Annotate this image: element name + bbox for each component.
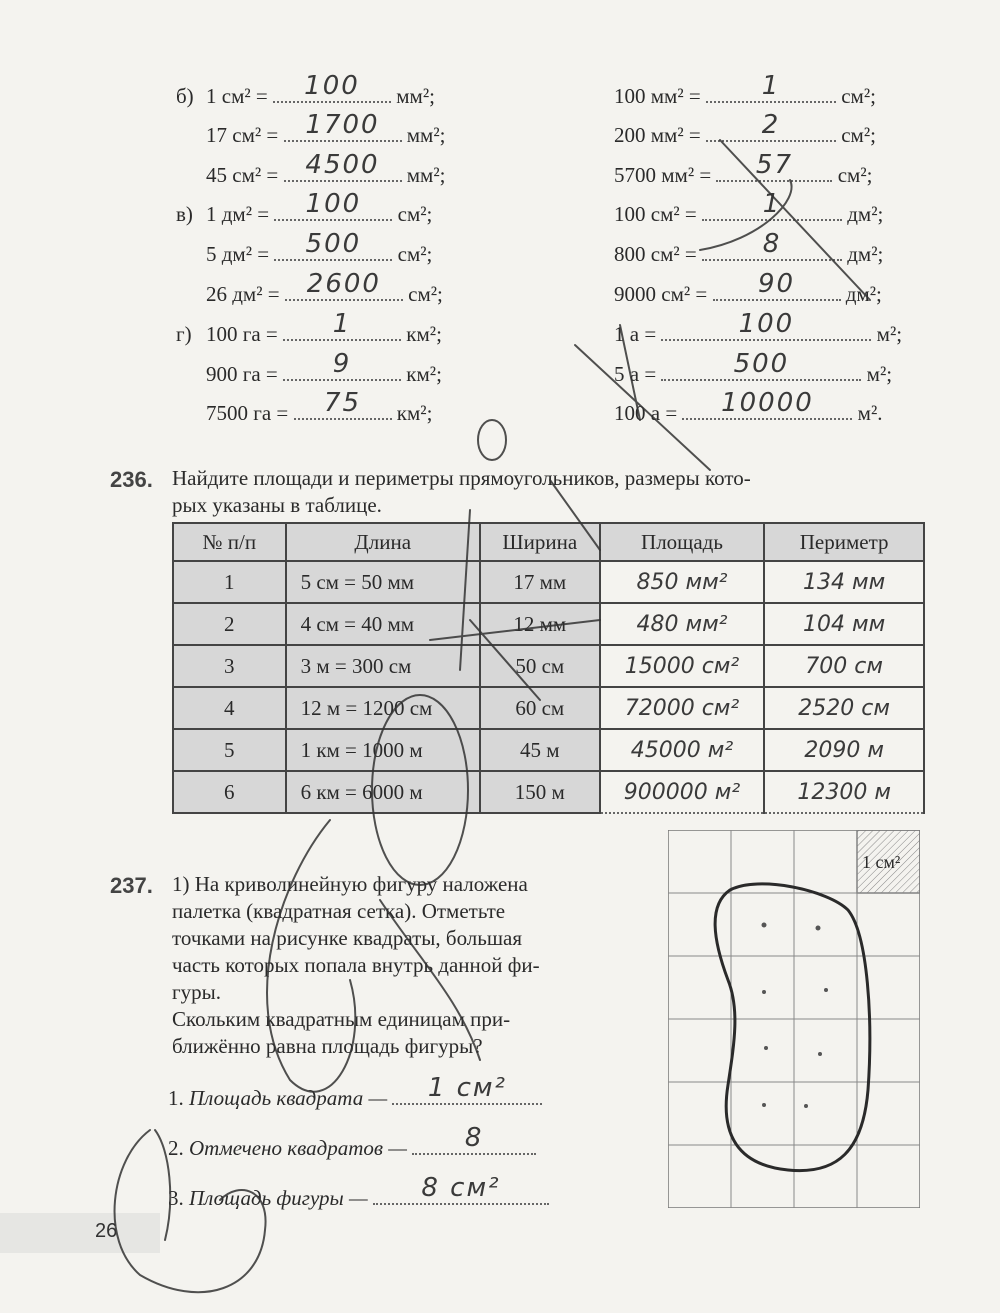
perimeter-answer[interactable]: 104 мм — [764, 603, 924, 645]
task-text: рых указаны в таблице. — [172, 493, 382, 517]
column-header: Площадь — [600, 523, 765, 561]
area-answer[interactable]: 45000 м² — [600, 729, 765, 771]
width-cell: 45 м — [480, 729, 600, 771]
page-number-bar — [0, 1213, 160, 1253]
length-cell: 4 см = 40 мм — [286, 603, 480, 645]
answer-field[interactable]: 1 см² — [392, 1085, 542, 1105]
answer-field[interactable]: 500 — [274, 241, 392, 261]
column-header: Периметр — [764, 523, 924, 561]
marked-point — [762, 1103, 766, 1107]
column-header: № п/п — [173, 523, 286, 561]
conversion-row: 200 мм² = 2 см²; — [614, 110, 876, 147]
task-text-block — [172, 871, 642, 1060]
answer-field[interactable]: 8 см² — [373, 1185, 549, 1205]
column-header: Длина — [286, 523, 480, 561]
column-header: Ширина — [480, 523, 600, 561]
palette-grid-svg — [668, 830, 920, 1208]
conversion-row: 100 см² = 1 дм²; — [614, 189, 884, 226]
length-cell: 1 км = 1000 м — [286, 729, 480, 771]
task-text-line: 1) На криволинейную фигуру наложена — [172, 872, 528, 896]
conversion-row: 100 а = 10000 м². — [614, 388, 883, 425]
task-number: 237. — [110, 873, 153, 898]
width-cell: 50 см — [480, 645, 600, 687]
task-text-line: палетка (квадратная сетка). Отметьте — [172, 899, 506, 923]
answer-item: 1. Площадь квадрата — 1 см² — [168, 1084, 542, 1112]
answer-field[interactable]: 90 — [713, 281, 841, 301]
area-answer[interactable]: 480 мм² — [600, 603, 765, 645]
row-number: 2 — [173, 603, 286, 645]
answer-field[interactable]: 1 — [283, 321, 401, 341]
width-cell: 12 мм — [480, 603, 600, 645]
task-text-line: гуры. — [172, 980, 221, 1004]
answer-item: 3. Площадь фигуры — 8 см² — [168, 1184, 549, 1212]
marked-point — [824, 988, 828, 992]
rectangles-table — [172, 522, 925, 814]
conversion-row: б) 1 см² = 100 мм²; — [176, 71, 435, 108]
conversion-row: 800 см² = 8 дм²; — [614, 229, 884, 266]
perimeter-answer[interactable]: 134 мм — [764, 561, 924, 603]
answer-field[interactable]: 1 — [702, 201, 842, 221]
answer-field[interactable]: 8 — [702, 241, 842, 261]
answer-field[interactable]: 9 — [283, 361, 401, 381]
conversion-row: 45 см² = 4500 мм²; — [206, 150, 446, 187]
conversion-row: 5 дм² = 500 см²; — [206, 229, 433, 266]
perimeter-answer[interactable]: 700 см — [764, 645, 924, 687]
page-number: 26 — [95, 1220, 118, 1242]
task-text-line: точками на рисунке квадраты, большая — [172, 926, 523, 950]
perimeter-answer[interactable]: 12300 м — [764, 771, 924, 813]
row-number: 4 — [173, 687, 286, 729]
table-row — [173, 645, 924, 687]
marked-point — [762, 923, 767, 928]
area-answer[interactable]: 72000 см² — [600, 687, 765, 729]
conversion-row: 26 дм² = 2600 см²; — [206, 269, 443, 306]
conversion-row: 17 см² = 1700 мм²; — [206, 110, 446, 147]
row-number: 6 — [173, 771, 286, 813]
answer-field[interactable]: 57 — [716, 162, 832, 182]
answer-field[interactable]: 1 — [706, 83, 836, 103]
answer-field[interactable]: 8 — [412, 1135, 536, 1155]
answer-field[interactable]: 1700 — [284, 122, 402, 142]
task-text: Найдите площади и периметры прямоугольников, размеры кото- — [172, 466, 751, 490]
task-text-line: ближённо равна площадь фигуры? — [172, 1034, 483, 1058]
area-answer[interactable]: 900000 м² — [600, 771, 765, 813]
answer-field[interactable]: 10000 — [682, 400, 852, 420]
task-text-line: Скольким квадратным единицам при- — [172, 1007, 511, 1031]
width-cell: 17 мм — [480, 561, 600, 603]
answer-field[interactable]: 2600 — [285, 281, 403, 301]
length-cell: 5 см = 50 мм — [286, 561, 480, 603]
answer-field[interactable]: 100 — [274, 201, 392, 221]
row-number: 1 — [173, 561, 286, 603]
unit-square-label: 1 см² — [862, 852, 901, 872]
length-cell: 3 м = 300 см — [286, 645, 480, 687]
scribble-stroke — [478, 420, 506, 460]
palette-grid — [668, 830, 920, 1208]
conversion-row: в) 1 дм² = 100 см²; — [176, 189, 433, 226]
answer-field[interactable]: 75 — [294, 400, 392, 420]
perimeter-answer[interactable]: 2090 м — [764, 729, 924, 771]
width-cell: 60 см — [480, 687, 600, 729]
table-row — [173, 729, 924, 771]
conversion-row: 5 а = 500 м²; — [614, 349, 893, 386]
table-row — [173, 687, 924, 729]
conversion-row: 100 мм² = 1 см²; — [614, 71, 876, 108]
perimeter-answer[interactable]: 2520 см — [764, 687, 924, 729]
conversion-row: 9000 см² = 90 дм²; — [614, 269, 882, 306]
length-cell: 12 м = 1200 см — [286, 687, 480, 729]
answer-field[interactable]: 100 — [661, 321, 871, 341]
table-header-row — [173, 523, 924, 561]
marked-point — [764, 1046, 768, 1050]
table-row — [173, 561, 924, 603]
conversion-row: 1 а = 100 м²; — [614, 309, 903, 346]
marked-point — [804, 1104, 808, 1108]
answer-field[interactable]: 4500 — [284, 162, 402, 182]
task-number: 236. — [110, 467, 153, 492]
marked-point — [818, 1052, 822, 1056]
area-answer[interactable]: 850 мм² — [600, 561, 765, 603]
marked-point — [762, 990, 766, 994]
marked-point — [816, 926, 821, 931]
conversion-row: 900 га = 9 км²; — [206, 349, 442, 386]
width-cell: 150 м — [480, 771, 600, 813]
row-number: 5 — [173, 729, 286, 771]
table-row — [173, 603, 924, 645]
answer-field[interactable]: 2 — [706, 122, 836, 142]
answer-field[interactable]: 100 — [273, 83, 391, 103]
row-number: 3 — [173, 645, 286, 687]
conversion-row: 5700 мм² = 57 см²; — [614, 150, 873, 187]
answer-field[interactable]: 500 — [661, 361, 861, 381]
conversion-row: 7500 га = 75 км²; — [206, 388, 433, 425]
length-cell: 6 км = 6000 м — [286, 771, 480, 813]
task-text-line: часть которых попала внутрь данной фи- — [172, 953, 540, 977]
answer-item: 2. Отмечено квадратов — 8 — [168, 1134, 536, 1162]
table-row — [173, 771, 924, 813]
area-answer[interactable]: 15000 см² — [600, 645, 765, 687]
conversion-row: г) 100 га = 1 км²; — [176, 309, 442, 346]
